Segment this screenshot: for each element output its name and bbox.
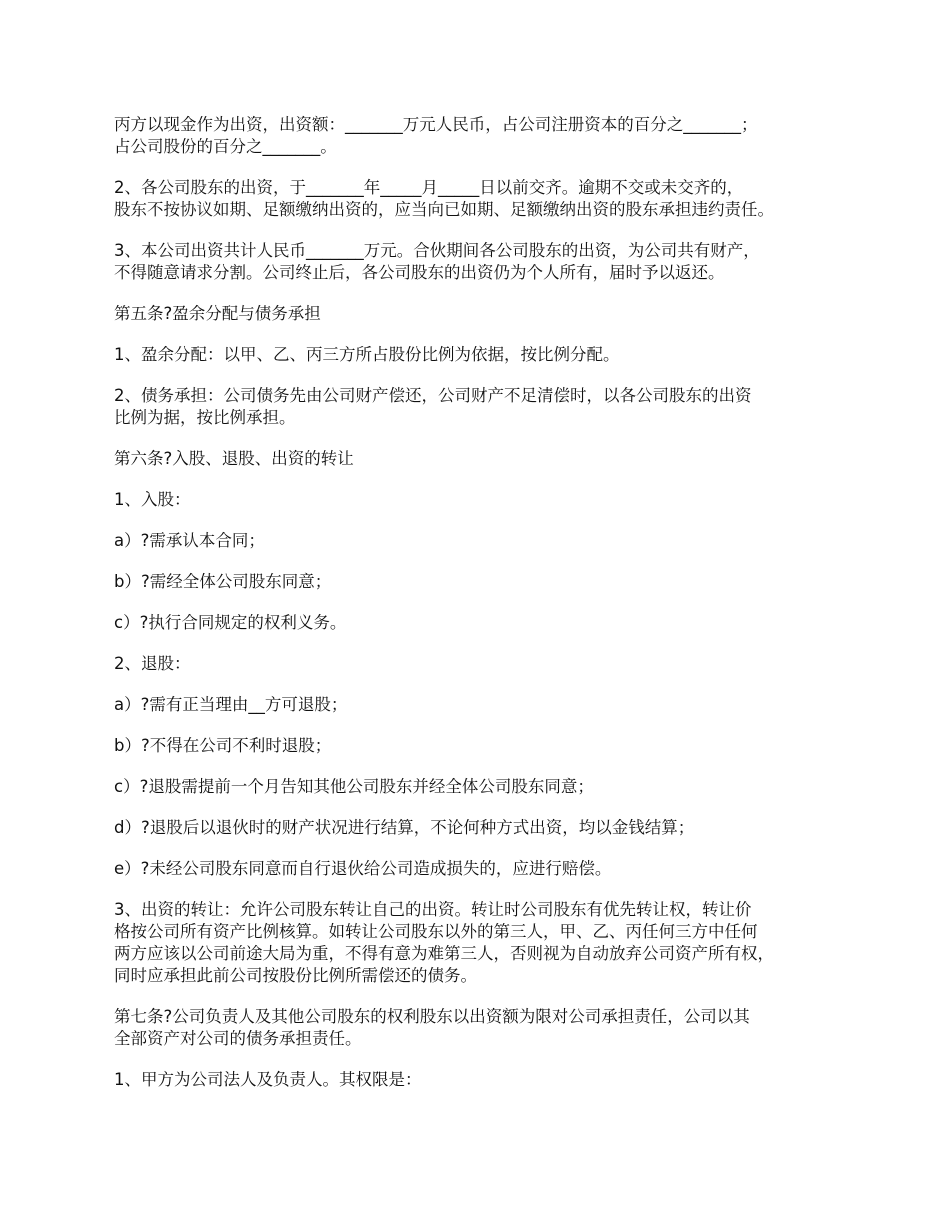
text-line: b）?不得在公司不利时退股； bbox=[114, 736, 332, 755]
text-line: 同时应承担此前公司按股份比例所需偿还的债务。 bbox=[114, 966, 477, 985]
text-line: 股东不按协议如期、足额缴纳出资的，应当向已如期、足额缴纳出资的股东承担违约责任。 bbox=[114, 200, 774, 219]
paragraph-withdrawal bbox=[114, 653, 854, 675]
paragraph-joining bbox=[114, 489, 854, 511]
text-line: 1、入股： bbox=[114, 490, 191, 509]
list-item-withdraw-d bbox=[114, 817, 854, 839]
text-line: c）?执行合同规定的权利义务。 bbox=[114, 613, 347, 632]
text-line: e）?未经公司股东同意而自行退伙给公司造成损失的，应进行赔偿。 bbox=[114, 859, 612, 878]
paragraph-capital-transfer bbox=[114, 899, 854, 987]
text-line: 2、退股： bbox=[114, 654, 191, 673]
text-line: 丙方以现金作为出资，出资额：_______万元人民币，占公司注册资本的百分之_______； bbox=[114, 115, 758, 134]
text-line: 2、各公司股东的出资，于_______年_____月_____日以前交齐。逾期不交或未交齐的， bbox=[114, 178, 744, 197]
text-line: c）?退股需提前一个月告知其他公司股东并经全体公司股东同意； bbox=[114, 777, 594, 796]
text-line: 1、甲方为公司法人及负责人。其权限是： bbox=[114, 1070, 422, 1089]
text-line: 格按公司所有资产比例核算。如转让公司股东以外的第三人，甲、乙、丙任何三方中任何 bbox=[114, 922, 758, 941]
text-line: d）?退股后以退伙时的财产状况进行结算，不论何种方式出资，均以金钱结算； bbox=[114, 818, 695, 837]
text-line: 第七条?公司负责人及其他公司股东的权利股东以出资额为限对公司承担责任，公司以其 bbox=[114, 1007, 750, 1026]
text-line: b）?需经全体公司股东同意； bbox=[114, 572, 332, 591]
text-line: 两方应该以公司前途大局为重，不得有意为难第三人，否则视为自动放弃公司资产所有权， bbox=[114, 944, 774, 963]
text-line: 第六条?入股、退股、出资的转让 bbox=[114, 449, 354, 468]
text-line: 第五条?盈余分配与债务承担 bbox=[114, 304, 321, 323]
list-item-withdraw-a bbox=[114, 694, 854, 716]
paragraph-profit-distribution bbox=[114, 344, 854, 366]
text-line: 1、盈余分配：以甲、乙、丙三方所占股份比例为依据，按比例分配。 bbox=[114, 345, 620, 364]
list-item-join-c bbox=[114, 612, 854, 634]
text-line: 2、债务承担：公司债务先由公司财产偿还，公司财产不足清偿时，以各公司股东的出资 bbox=[114, 386, 752, 405]
list-item-join-a bbox=[114, 530, 854, 552]
text-line: a）?需承认本合同； bbox=[114, 531, 265, 550]
article-5-heading bbox=[114, 303, 854, 325]
article-6-heading bbox=[114, 448, 854, 470]
text-line: 占公司股份的百分之_______。 bbox=[114, 137, 337, 156]
list-item-withdraw-b bbox=[114, 735, 854, 757]
paragraph-payment-deadline bbox=[114, 177, 854, 221]
text-line: 不得随意请求分割。公司终止后，各公司股东的出资仍为个人所有，届时予以返还。 bbox=[114, 263, 725, 282]
text-line: a）?需有正当理由__方可退股； bbox=[114, 695, 348, 714]
list-item-withdraw-e bbox=[114, 858, 854, 880]
paragraph-total-capital bbox=[114, 240, 854, 284]
text-line: 3、出资的转让：允许公司股东转让自己的出资。转让时公司股东有优先转让权，转让价 bbox=[114, 900, 752, 919]
article-7-heading bbox=[114, 1006, 854, 1050]
paragraph-capital-contribution-c bbox=[114, 114, 854, 158]
paragraph-party-a-authority bbox=[114, 1069, 854, 1091]
text-line: 全部资产对公司的债务承担责任。 bbox=[114, 1029, 362, 1048]
list-item-withdraw-c bbox=[114, 776, 854, 798]
text-line: 3、本公司出资共计人民币_______万元。合伙期间各公司股东的出资，为公司共有财产， bbox=[114, 241, 760, 260]
list-item-join-b bbox=[114, 571, 854, 593]
text-line: 比例为据，按比例承担。 bbox=[114, 408, 296, 427]
paragraph-debt-liability bbox=[114, 385, 854, 429]
